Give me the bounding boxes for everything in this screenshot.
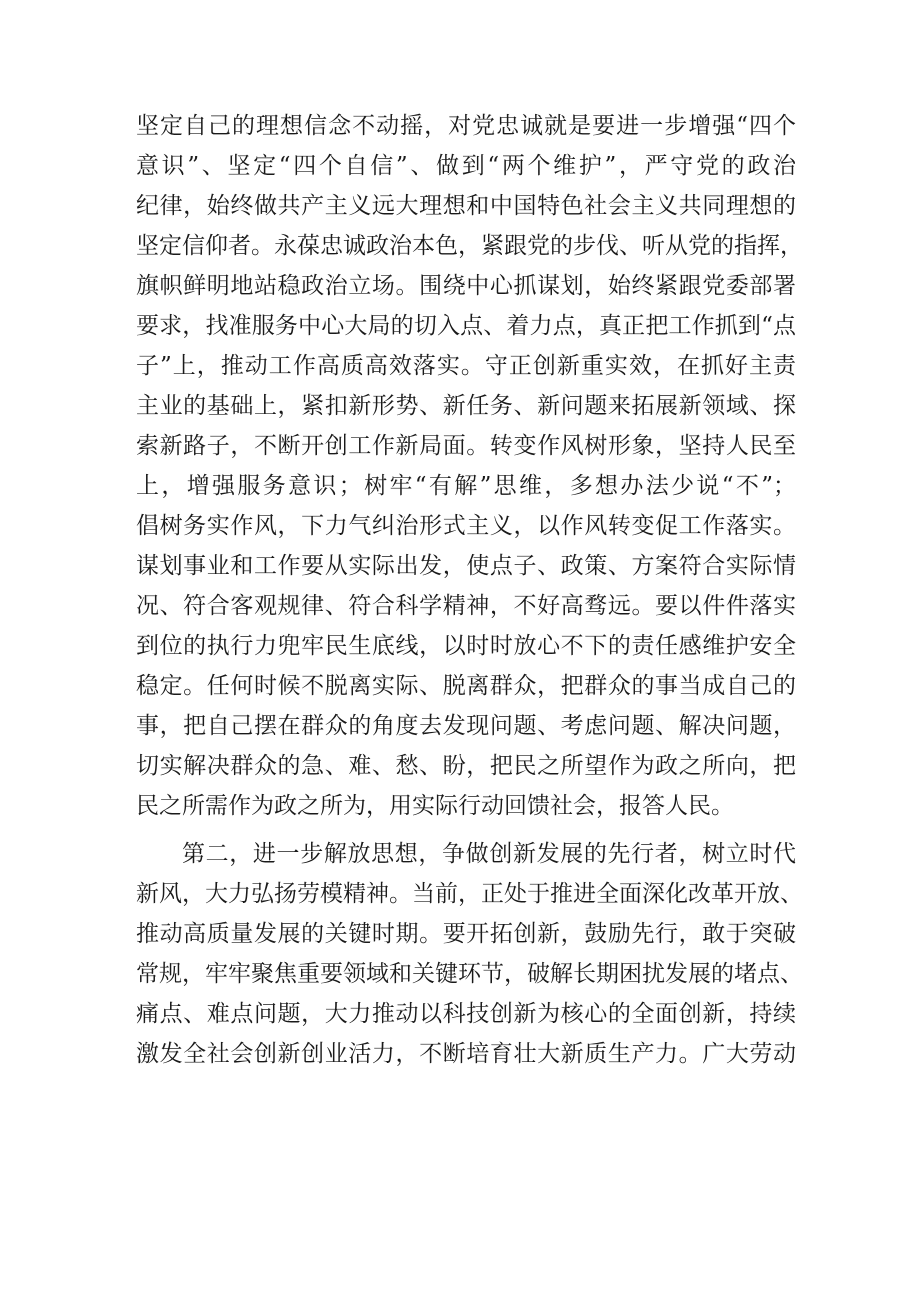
text-line: 切实解决群众的急、难、愁、盼，把民之所望作为政之所向，把	[136, 753, 796, 779]
text-line: 倡树务实作风，下力气纠治形式主义，以作风转变促工作落实。	[136, 513, 796, 539]
text-line: 激发全社会创新创业活力，不断培育壮大新质生产力。广大劳动	[136, 1041, 796, 1067]
text-line: 民之所需作为政之所为，用实际行动回馈社会，报答人民。	[136, 793, 734, 819]
text-line: 痛点、难点问题，大力推动以科技创新为核心的全面创新，持续	[136, 1001, 796, 1027]
text-line: 纪律，始终做共产主义远大理想和中国特色社会主义共同理想的	[136, 193, 796, 219]
text-line: 索新路子，不断开创工作新局面。转变作风树形象，坚持人民至	[136, 433, 796, 459]
text-line: 常规，牢牢聚焦重要领域和关键环节，破解长期困扰发展的堵点、	[136, 961, 803, 987]
text-line: 坚定自己的理想信念不动摇，对党忠诚就是要进一步增强“四个	[136, 113, 796, 139]
text-line: 新风，大力弘扬劳模精神。当前，正处于推进全面深化改革开放、	[136, 881, 803, 907]
document-body	[136, 106, 803, 1074]
text-line: 况、符合客观规律、符合科学精神，不好高骛远。要以件件落实	[136, 593, 796, 619]
text-line: 事，把自己摆在群众的角度去发现问题、考虑问题、解决问题，	[136, 713, 796, 739]
text-line: 推动高质量发展的关键时期。要开拓创新，鼓励先行，敢于突破	[136, 921, 796, 947]
text-line: 到位的执行力兜牢民生底线，以时时放心不下的责任感维护安全	[136, 633, 796, 659]
text-line: 旗帜鲜明地站稳政治立场。围绕中心抓谋划，始终紧跟党委部署	[136, 273, 796, 299]
text-line: 坚定信仰者。永葆忠诚政治本色，紧跟党的步伐、听从党的指挥，	[136, 233, 803, 259]
paragraph-gap	[136, 826, 796, 834]
text-line: 主业的基础上，紧扣新形势、新任务、新问题来拓展新领域、探	[136, 393, 796, 419]
text-line: 谋划事业和工作要从实际出发，使点子、政策、方案符合实际情	[136, 553, 796, 579]
text-line: 稳定。任何时候不脱离实际、脱离群众，把群众的事当成自己的	[136, 673, 796, 699]
paragraph-2	[136, 834, 803, 1074]
text-line: 子”上，推动工作高质高效落实。守正创新重实效，在抓好主责	[136, 353, 796, 379]
text-line: 第二，进一步解放思想，争做创新发展的先行者，树立时代	[182, 841, 796, 867]
paragraph-1	[136, 106, 803, 826]
text-line: 上，增强服务意识；树牢“有解”思维，多想办法少说“不”；	[136, 473, 796, 499]
text-line: 意识”、坚定“四个自信”、做到“两个维护”，严守党的政治	[136, 153, 796, 179]
text-line: 要求，找准服务中心大局的切入点、着力点，真正把工作抓到“点	[136, 313, 796, 339]
